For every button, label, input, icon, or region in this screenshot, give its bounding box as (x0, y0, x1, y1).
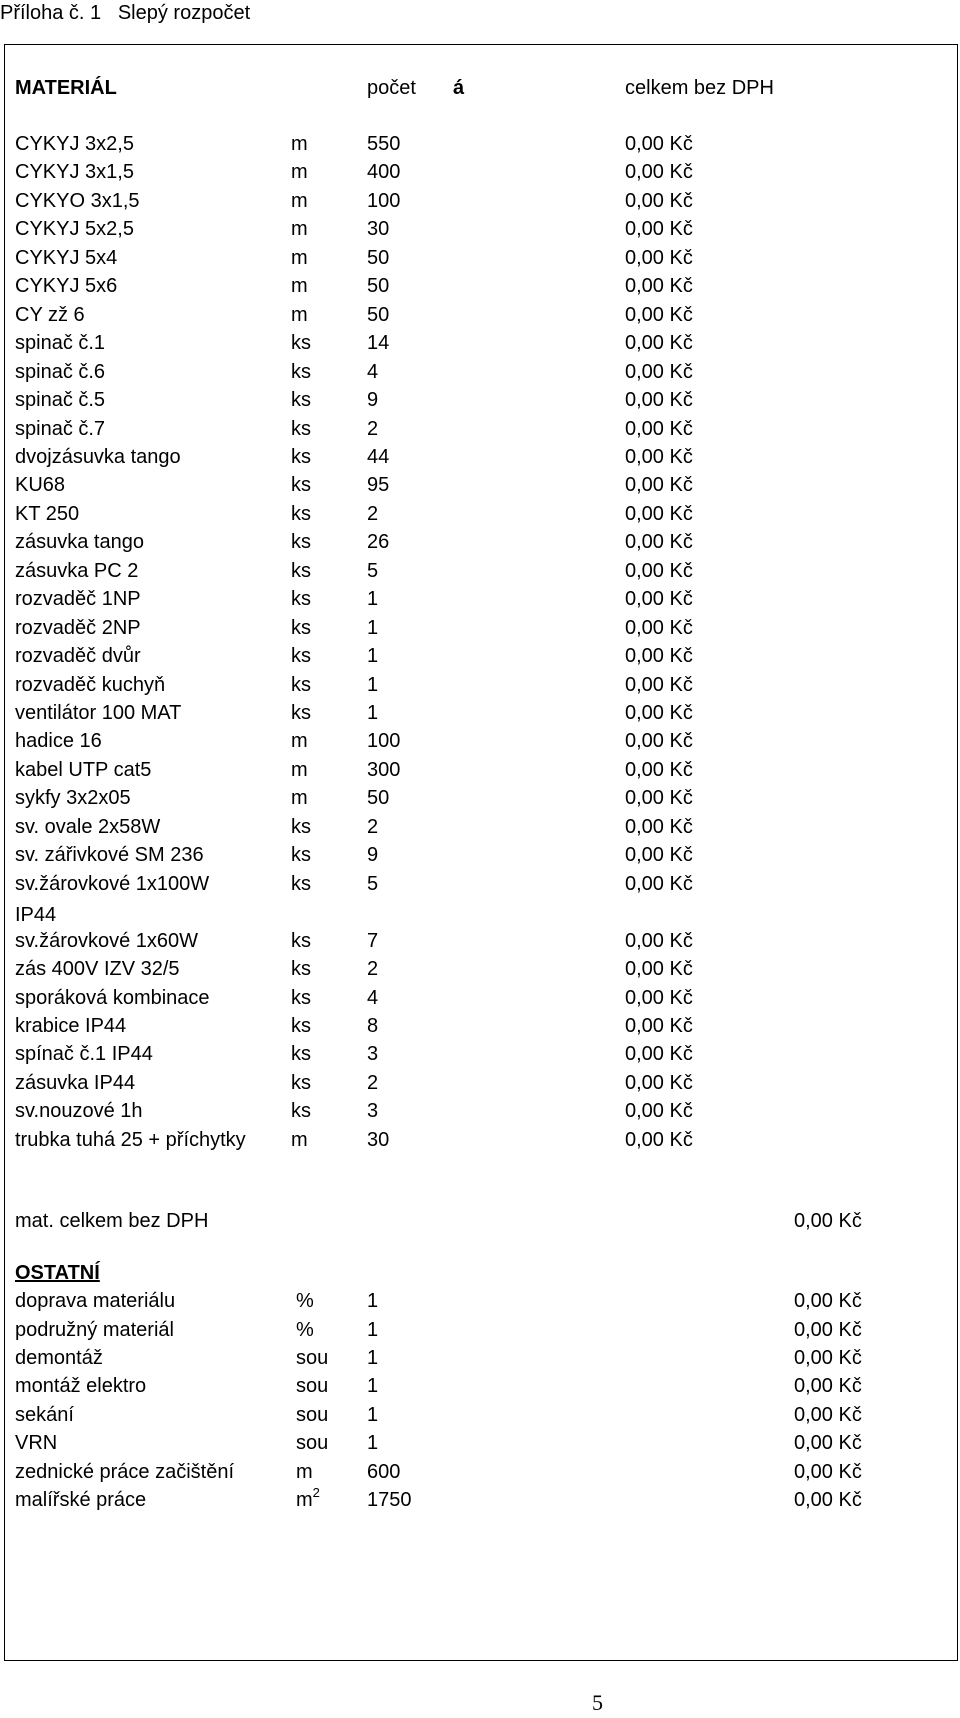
item-unit: ks (291, 958, 311, 981)
item-name: VRN (15, 1432, 58, 1455)
item-unit: ks (291, 673, 311, 696)
item-total: 0,00 Kč (625, 645, 693, 668)
table-row (15, 698, 915, 729)
item-quantity: 50 (367, 787, 390, 810)
item-quantity: 1 (367, 1375, 379, 1398)
item-name: sekání (15, 1403, 74, 1426)
item-quantity: 600 (367, 1460, 401, 1483)
item-total: 0,00 Kč (625, 133, 693, 155)
item-quantity: 1 (367, 1432, 379, 1455)
item-unit: m (291, 730, 308, 753)
item-quantity: 2 (367, 958, 379, 981)
item-unit: m (291, 218, 308, 241)
item-total: 0,00 Kč (625, 872, 693, 895)
item-total: 0,00 Kč (625, 275, 693, 298)
table-row (15, 584, 915, 615)
item-total: 0,00 Kč (625, 588, 693, 611)
item-name: krabice IP44 (15, 1014, 127, 1037)
item-unit: m (291, 275, 308, 298)
section-title: OSTATNÍ (15, 1261, 100, 1284)
item-total: 0,00 Kč (794, 1318, 862, 1341)
item-quantity: 5 (367, 872, 379, 895)
item-name: dvojzásuvka tango (15, 445, 181, 468)
table-row (15, 983, 915, 1014)
item-name: CYKYO 3x1,5 (15, 189, 140, 212)
item-name: sv.žárovkové 1x60W (15, 929, 199, 952)
table-row (15, 613, 915, 644)
item-quantity: 1 (367, 1318, 379, 1341)
item-unit: ks (291, 531, 311, 554)
item-total: 0,00 Kč (625, 531, 693, 554)
item-quantity: 3 (367, 1100, 379, 1123)
item-quantity: 2 (367, 815, 379, 838)
page-title: Příloha č. 1 Slepý rozpočet (0, 2, 251, 24)
item-unit: ks (291, 844, 311, 867)
item-quantity: 9 (367, 844, 379, 867)
item-name: KU68 (15, 474, 66, 497)
item-name: sv. ovale 2x58W (15, 815, 161, 838)
table-row (15, 926, 915, 957)
item-unit: ks (291, 1014, 311, 1037)
item-name: CYKYJ 5x6 (15, 275, 118, 298)
item-name: zásuvka IP44 (15, 1071, 136, 1094)
item-unit: m (291, 246, 308, 269)
table-row (15, 157, 915, 188)
item-total: 0,00 Kč (794, 1290, 862, 1313)
section-header-ostatni (15, 1258, 915, 1289)
table-header-row (15, 73, 915, 104)
table-row (15, 1428, 915, 1459)
item-quantity: 2 (367, 502, 379, 525)
item-unit: m (291, 303, 308, 326)
table-row (15, 1457, 915, 1488)
item-unit: ks (291, 1071, 311, 1094)
item-name: spinač č.6 (15, 360, 106, 383)
table-row (15, 1096, 915, 1127)
table-row (15, 1125, 915, 1156)
item-quantity: 30 (367, 1128, 390, 1151)
table-row (15, 1039, 915, 1070)
item-name: rozvaděč dvůr (15, 645, 141, 668)
item-quantity: 4 (367, 360, 379, 383)
item-name: sv.žárovkové 1x100W IP44 (15, 872, 210, 926)
table-row (15, 869, 915, 926)
item-total: 0,00 Kč (625, 929, 693, 952)
item-unit: ks (291, 616, 311, 639)
item-quantity: 100 (367, 730, 401, 753)
item-quantity: 1 (367, 616, 379, 639)
item-name: montáž elektro (15, 1375, 147, 1398)
table-row (15, 499, 915, 530)
item-name: CY zž 6 (15, 303, 85, 326)
table-row (15, 726, 915, 757)
table-row (15, 385, 915, 416)
item-name: zásuvka tango (15, 531, 144, 554)
item-total: 0,00 Kč (625, 445, 693, 468)
item-name: zednické práce začištění (15, 1460, 235, 1483)
item-quantity: 26 (367, 531, 390, 554)
table-row (15, 527, 915, 558)
item-total: 0,00 Kč (625, 417, 693, 440)
table-row (15, 783, 915, 814)
table-row (15, 840, 915, 871)
item-name: sv. zářivkové SM 236 (15, 844, 204, 867)
table-row (15, 1068, 915, 1099)
item-total: 0,00 Kč (625, 303, 693, 326)
item-unit: sou (296, 1347, 329, 1369)
item-total: 0,00 Kč (794, 1489, 862, 1512)
item-total: 0,00 Kč (794, 1460, 862, 1483)
item-total: 0,00 Kč (794, 1375, 862, 1398)
item-quantity: 50 (367, 275, 390, 298)
item-name: zás 400V IZV 32/5 (15, 958, 180, 981)
summary-label: mat. celkem bez DPH (15, 1209, 209, 1232)
item-unit: ks (291, 389, 311, 412)
item-total: 0,00 Kč (794, 1432, 862, 1455)
item-total: 0,00 Kč (625, 758, 693, 781)
item-total: 0,00 Kč (625, 389, 693, 412)
item-unit: ks (291, 360, 311, 383)
item-name: CYKYJ 3x1,5 (15, 161, 134, 184)
item-quantity: 300 (367, 758, 401, 781)
item-unit: ks (291, 502, 311, 525)
item-total: 0,00 Kč (625, 673, 693, 696)
item-unit-with-exponent (296, 1485, 320, 1516)
item-unit: m (291, 189, 308, 212)
item-total: 0,00 Kč (625, 1100, 693, 1123)
item-name: doprava materiálu (15, 1290, 176, 1313)
item-total: 0,00 Kč (625, 844, 693, 867)
table-row (15, 470, 915, 501)
summary-total: 0,00 Kč (794, 1209, 862, 1232)
item-name: ventilátor 100 MAT (15, 702, 182, 724)
table-row (15, 1315, 915, 1346)
item-name: sv.nouzové 1h (15, 1100, 143, 1123)
item-unit: m (296, 1460, 313, 1483)
item-quantity: 95 (367, 474, 390, 497)
item-quantity: 1 (367, 1403, 379, 1426)
item-unit: m (291, 161, 308, 184)
item-total: 0,00 Kč (625, 787, 693, 810)
item-unit: ks (291, 1043, 311, 1066)
table-row (15, 129, 915, 160)
table-row (15, 271, 915, 302)
item-total: 0,00 Kč (625, 702, 693, 724)
item-total: 0,00 Kč (625, 559, 693, 582)
item-unit: ks (291, 986, 311, 1009)
item-total: 0,00 Kč (625, 815, 693, 838)
item-unit: m (291, 133, 308, 155)
item-quantity: 2 (367, 1071, 379, 1094)
item-name: sykfy 3x2x05 (15, 787, 131, 810)
item-quantity: 8 (367, 1014, 379, 1037)
item-unit: ks (291, 417, 311, 440)
item-unit: m (291, 787, 308, 810)
item-quantity: 1750 (367, 1489, 412, 1512)
item-name: podružný materiál (15, 1318, 174, 1341)
table-row (15, 442, 915, 473)
item-quantity: 1 (367, 702, 379, 724)
item-name: sporáková kombinace (15, 986, 210, 1009)
item-name: spinač č.5 (15, 389, 106, 412)
table-row (15, 328, 915, 359)
item-quantity: 1 (367, 1290, 379, 1313)
item-name: trubka tuhá 25 + příchytky (15, 1128, 246, 1151)
header-count: počet (367, 77, 416, 99)
item-total: 0,00 Kč (625, 958, 693, 981)
item-unit: m (291, 758, 308, 781)
item-total: 0,00 Kč (794, 1403, 862, 1426)
item-total: 0,00 Kč (794, 1347, 862, 1369)
item-quantity: 4 (367, 986, 379, 1009)
item-unit: ks (291, 645, 311, 668)
item-total: 0,00 Kč (625, 730, 693, 753)
item-unit: ks (291, 702, 311, 724)
item-total: 0,00 Kč (625, 986, 693, 1009)
item-name: rozvaděč 2NP (15, 616, 141, 639)
item-unit: ks (291, 588, 311, 611)
item-unit: ks (291, 1100, 311, 1123)
item-unit: m (296, 1489, 313, 1512)
item-quantity: 9 (367, 389, 379, 412)
table-row (15, 186, 915, 217)
item-name: KT 250 (15, 502, 80, 525)
item-total: 0,00 Kč (625, 1128, 693, 1151)
header-unit-price: á (453, 77, 465, 99)
item-quantity: 1 (367, 588, 379, 611)
item-unit: ks (291, 815, 311, 838)
item-unit: sou (296, 1432, 329, 1455)
item-unit: sou (296, 1375, 329, 1398)
unit-exponent: 2 (312, 1485, 320, 1501)
item-name: malířské práce (15, 1489, 147, 1512)
table-row (15, 1400, 915, 1431)
item-name: zásuvka PC 2 (15, 559, 139, 582)
item-unit: ks (291, 474, 311, 497)
item-unit: sou (296, 1403, 329, 1426)
item-quantity: 50 (367, 246, 390, 269)
table-row (15, 1485, 915, 1516)
table-row (15, 641, 915, 672)
item-quantity: 550 (367, 133, 401, 155)
table-row (15, 1343, 915, 1374)
table-row (15, 243, 915, 274)
item-unit: ks (291, 872, 311, 895)
table-row (15, 214, 915, 245)
table-row (15, 300, 915, 331)
table-row (15, 414, 915, 445)
item-quantity: 44 (367, 445, 390, 468)
item-quantity: 1 (367, 645, 379, 668)
item-name: spinač č.7 (15, 417, 106, 440)
item-name: rozvaděč 1NP (15, 588, 141, 611)
item-name: CYKYJ 5x2,5 (15, 218, 134, 241)
item-total: 0,00 Kč (625, 1014, 693, 1037)
item-unit: ks (291, 445, 311, 468)
item-unit: % (296, 1318, 314, 1341)
table-row (15, 357, 915, 388)
item-total: 0,00 Kč (625, 1043, 693, 1066)
table-row (15, 1011, 915, 1042)
table-row (15, 812, 915, 843)
item-total: 0,00 Kč (625, 332, 693, 355)
item-name: hadice 16 (15, 730, 102, 753)
item-quantity: 5 (367, 559, 379, 582)
item-quantity: 2 (367, 417, 379, 440)
item-total: 0,00 Kč (625, 474, 693, 497)
item-total: 0,00 Kč (625, 161, 693, 184)
item-quantity: 1 (367, 1347, 379, 1369)
item-name: CYKYJ 3x2,5 (15, 133, 134, 155)
item-total: 0,00 Kč (625, 616, 693, 639)
item-unit: ks (291, 332, 311, 355)
item-quantity: 50 (367, 303, 390, 326)
item-name: kabel UTP cat5 (15, 758, 152, 781)
summary-row (15, 1206, 915, 1237)
item-unit: m (291, 1128, 308, 1151)
header-total: celkem bez DPH (625, 77, 774, 99)
page-number: 5 (592, 1690, 603, 1715)
table-row (15, 1286, 915, 1317)
item-name: rozvaděč kuchyň (15, 673, 166, 696)
item-total: 0,00 Kč (625, 1071, 693, 1094)
item-name: CYKYJ 5x4 (15, 246, 118, 269)
item-unit: % (296, 1290, 314, 1313)
item-unit: ks (291, 929, 311, 952)
table-row (15, 755, 915, 786)
table-row (15, 1371, 915, 1402)
table-row (15, 670, 915, 701)
table-row (15, 556, 915, 587)
item-quantity: 1 (367, 673, 379, 696)
table-row (15, 954, 915, 985)
item-name: spínač č.1 IP44 (15, 1043, 153, 1066)
item-quantity: 100 (367, 189, 401, 212)
item-quantity: 7 (367, 929, 379, 952)
item-name: demontáž (15, 1347, 103, 1369)
item-total: 0,00 Kč (625, 360, 693, 383)
item-quantity: 400 (367, 161, 401, 184)
item-total: 0,00 Kč (625, 189, 693, 212)
item-total: 0,00 Kč (625, 502, 693, 525)
item-total: 0,00 Kč (625, 246, 693, 269)
item-quantity: 30 (367, 218, 390, 241)
item-quantity: 3 (367, 1043, 379, 1066)
header-material: MATERIÁL (15, 77, 117, 99)
item-quantity: 14 (367, 332, 390, 355)
item-name: spinač č.1 (15, 332, 106, 355)
item-unit: ks (291, 559, 311, 582)
item-total: 0,00 Kč (625, 218, 693, 241)
